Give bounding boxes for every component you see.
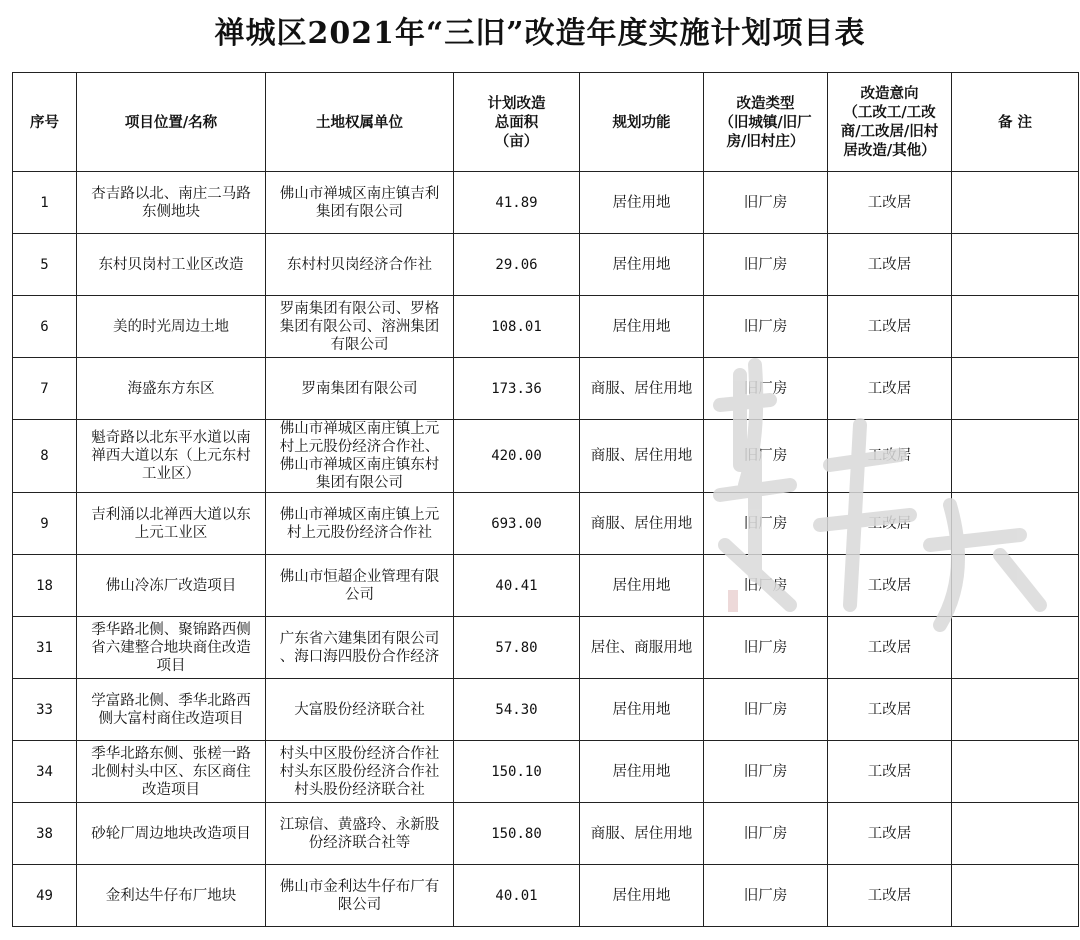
cell-remark — [952, 493, 1079, 555]
table-row — [13, 172, 1079, 234]
cell-type: 旧厂房 — [704, 617, 828, 679]
cell-owner: 广东省六建集团有限公司 、海口海四股份合作经济 — [266, 617, 454, 679]
cell-owner: 佛山市禅城区南庄镇上元 村上元股份经济合作社、 佛山市禅城区南庄镇东村 集团有限公司 — [266, 420, 454, 493]
cell-remark — [952, 555, 1079, 617]
cell-area: 29.06 — [454, 234, 580, 296]
cell-seq: 1 — [13, 172, 77, 234]
cell-location: 学富路北侧、季华北路西 侧大富村商住改造项目 — [77, 679, 266, 741]
cell-area: 150.80 — [454, 803, 580, 865]
cell-intent: 工改居 — [828, 617, 952, 679]
cell-seq: 5 — [13, 234, 77, 296]
table-row — [13, 617, 1079, 679]
cell-location: 金利达牛仔布厂地块 — [77, 865, 266, 927]
table-row — [13, 741, 1079, 803]
cell-owner: 村头中区股份经济合作社 村头东区股份经济合作社 村头股份经济联合社 — [266, 741, 454, 803]
cell-seq: 33 — [13, 679, 77, 741]
header-function: 规划功能 — [580, 73, 704, 172]
table-row — [13, 865, 1079, 927]
cell-function: 居住用地 — [580, 555, 704, 617]
cell-remark — [952, 617, 1079, 679]
table-row — [13, 358, 1079, 420]
cell-intent: 工改居 — [828, 172, 952, 234]
cell-owner: 江琼信、黄盛玲、永新股 份经济联合社等 — [266, 803, 454, 865]
cell-owner: 佛山市恒超企业管理有限 公司 — [266, 555, 454, 617]
cell-location: 季华北路东侧、张槎一路 北侧村头中区、东区商住 改造项目 — [77, 741, 266, 803]
cell-intent: 工改居 — [828, 358, 952, 420]
cell-function: 居住用地 — [580, 741, 704, 803]
cell-location: 杏吉路以北、南庄二马路 东侧地块 — [77, 172, 266, 234]
table-row — [13, 420, 1079, 493]
cell-owner: 大富股份经济联合社 — [266, 679, 454, 741]
cell-location: 吉利涌以北禅西大道以东 上元工业区 — [77, 493, 266, 555]
header-location: 项目位置/名称 — [77, 73, 266, 172]
cell-location: 海盛东方东区 — [77, 358, 266, 420]
cell-remark — [952, 420, 1079, 493]
cell-function: 商服、居住用地 — [580, 803, 704, 865]
cell-function: 居住用地 — [580, 172, 704, 234]
cell-owner: 佛山市禅城区南庄镇吉利 集团有限公司 — [266, 172, 454, 234]
cell-area: 150.10 — [454, 741, 580, 803]
cell-owner: 佛山市金利达牛仔布厂有 限公司 — [266, 865, 454, 927]
project-table — [12, 72, 1079, 927]
cell-area: 108.01 — [454, 296, 580, 358]
cell-location: 美的时光周边土地 — [77, 296, 266, 358]
cell-seq: 6 — [13, 296, 77, 358]
cell-type: 旧厂房 — [704, 803, 828, 865]
cell-type: 旧厂房 — [704, 865, 828, 927]
cell-function: 商服、居住用地 — [580, 420, 704, 493]
cell-location: 佛山冷冻厂改造项目 — [77, 555, 266, 617]
cell-area: 693.00 — [454, 493, 580, 555]
cell-remark — [952, 741, 1079, 803]
cell-seq: 7 — [13, 358, 77, 420]
cell-function: 居住、商服用地 — [580, 617, 704, 679]
cell-owner: 罗南集团有限公司 — [266, 358, 454, 420]
cell-seq: 49 — [13, 865, 77, 927]
table-row — [13, 234, 1079, 296]
cell-owner: 东村村贝岗经济合作社 — [266, 234, 454, 296]
table-row — [13, 555, 1079, 617]
cell-type: 旧厂房 — [704, 296, 828, 358]
cell-type: 旧厂房 — [704, 741, 828, 803]
cell-type: 旧厂房 — [704, 172, 828, 234]
cell-area: 40.41 — [454, 555, 580, 617]
cell-intent: 工改居 — [828, 803, 952, 865]
cell-intent: 工改居 — [828, 741, 952, 803]
cell-location: 东村贝岗村工业区改造 — [77, 234, 266, 296]
cell-seq: 9 — [13, 493, 77, 555]
table-row — [13, 803, 1079, 865]
cell-remark — [952, 234, 1079, 296]
cell-seq: 34 — [13, 741, 77, 803]
table-row — [13, 679, 1079, 741]
cell-area: 173.36 — [454, 358, 580, 420]
cell-type: 旧厂房 — [704, 493, 828, 555]
cell-seq: 18 — [13, 555, 77, 617]
cell-owner: 罗南集团有限公司、罗格 集团有限公司、溶洲集团 有限公司 — [266, 296, 454, 358]
page-title: 禅城区2021年“三旧”改造年度实施计划项目表 — [214, 16, 866, 51]
cell-seq: 8 — [13, 420, 77, 493]
cell-function: 商服、居住用地 — [580, 493, 704, 555]
table-row — [13, 493, 1079, 555]
cell-location: 季华路北侧、聚锦路西侧 省六建整合地块商住改造 项目 — [77, 617, 266, 679]
cell-intent: 工改居 — [828, 420, 952, 493]
table-row — [13, 296, 1079, 358]
cell-seq: 38 — [13, 803, 77, 865]
cell-area: 57.80 — [454, 617, 580, 679]
cell-type: 旧厂房 — [704, 555, 828, 617]
cell-function: 居住用地 — [580, 679, 704, 741]
cell-remark — [952, 679, 1079, 741]
cell-location: 魁奇路以北东平水道以南 禅西大道以东（上元东村 工业区） — [77, 420, 266, 493]
header-type: 改造类型 （旧城镇/旧厂 房/旧村庄） — [704, 73, 828, 172]
cell-intent: 工改居 — [828, 234, 952, 296]
cell-function: 居住用地 — [580, 296, 704, 358]
cell-seq: 31 — [13, 617, 77, 679]
cell-remark — [952, 358, 1079, 420]
cell-intent: 工改居 — [828, 865, 952, 927]
cell-function: 居住用地 — [580, 865, 704, 927]
cell-remark — [952, 296, 1079, 358]
header-owner: 土地权属单位 — [266, 73, 454, 172]
cell-remark — [952, 865, 1079, 927]
header-row — [13, 73, 1079, 172]
cell-intent: 工改居 — [828, 296, 952, 358]
header-area: 计划改造 总面积 （亩） — [454, 73, 580, 172]
cell-location: 砂轮厂周边地块改造项目 — [77, 803, 266, 865]
cell-area: 41.89 — [454, 172, 580, 234]
cell-remark — [952, 803, 1079, 865]
cell-type: 旧厂房 — [704, 234, 828, 296]
cell-function: 居住用地 — [580, 234, 704, 296]
cell-intent: 工改居 — [828, 555, 952, 617]
cell-type: 旧厂房 — [704, 420, 828, 493]
cell-intent: 工改居 — [828, 493, 952, 555]
cell-area: 420.00 — [454, 420, 580, 493]
cell-intent: 工改居 — [828, 679, 952, 741]
header-intent: 改造意向 （工改工/工改 商/工改居/旧村 居改造/其他） — [828, 73, 952, 172]
header-seq: 序号 — [13, 73, 77, 172]
cell-type: 旧厂房 — [704, 358, 828, 420]
cell-function: 商服、居住用地 — [580, 358, 704, 420]
cell-owner: 佛山市禅城区南庄镇上元 村上元股份经济合作社 — [266, 493, 454, 555]
cell-type: 旧厂房 — [704, 679, 828, 741]
cell-area: 54.30 — [454, 679, 580, 741]
header-remark: 备 注 — [952, 73, 1079, 172]
cell-remark — [952, 172, 1079, 234]
cell-area: 40.01 — [454, 865, 580, 927]
